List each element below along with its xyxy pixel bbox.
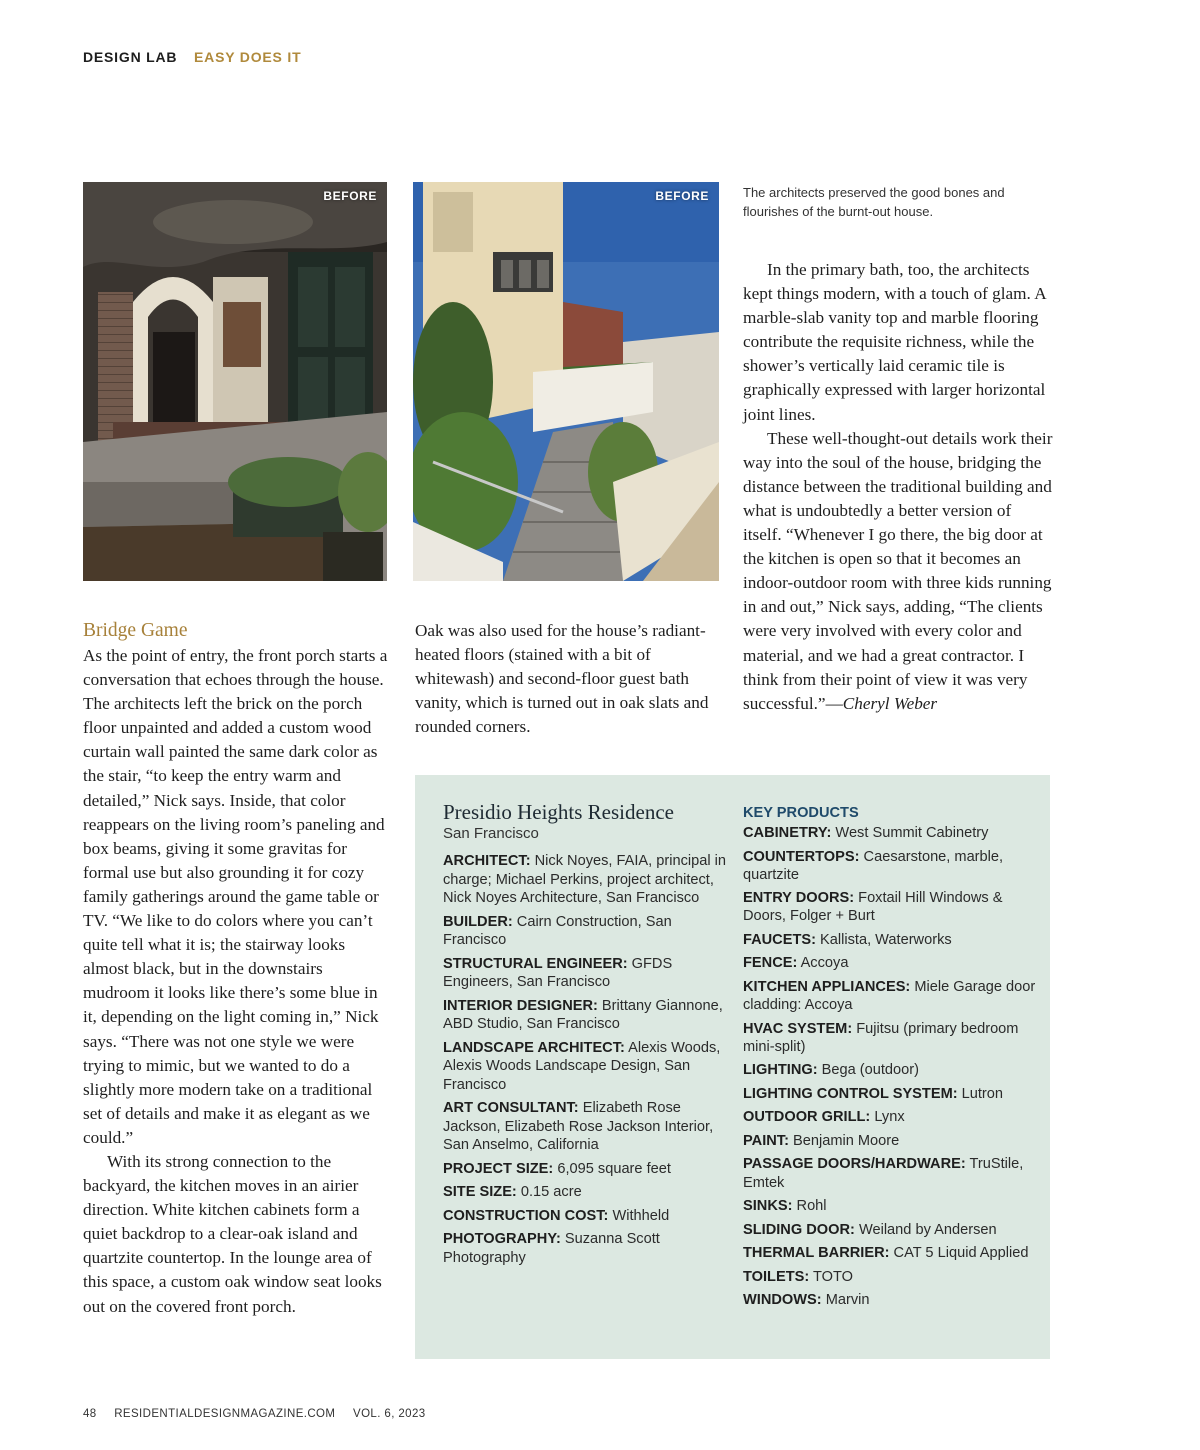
credit-entry [443, 1099, 728, 1155]
entry-label: ART CONSULTANT: [443, 1100, 579, 1116]
entry-label: ENTRY DOORS: [743, 890, 855, 907]
paragraph: In the primary bath, too, the architects kept things modern, with a touch of glam. A marble-slab vanity top and marble flooring contribute the requisite richness, while the shower’s vertically laid ceramic tile is graphically expressed with larger horizontal joint lines. [743, 260, 1046, 424]
entry-value: Alexis Woods, Alexis Woods Landscape Design, San Francisco [443, 1039, 721, 1093]
subsection-label: EASY DOES IT [194, 49, 302, 65]
page-footer [83, 1408, 440, 1420]
paragraph-text: These well-thought-out details work their way into the soul of the house, bridging the distance between the traditional building and what is undoubtedly a better version of itself. “Whenever I go there, the big door at the kitchen is open so that it becomes an indoor-outdoor room with three kids running in and out,” Nick says, adding, “The clients were very involved with every color and material, and we had a great contractor. I think from their point of view it was very successful.”— [743, 428, 1053, 713]
before-photo-porch [83, 182, 387, 581]
entry-value: Foxtail Hill Windows & Doors, Folger + Burt [743, 890, 1003, 925]
before-tag: BEFORE [323, 189, 377, 203]
section-header [83, 49, 301, 65]
entry-label: KITCHEN APPLIANCES: [743, 978, 911, 995]
entry-label: WINDOWS: [743, 1292, 822, 1309]
entry-value: 0.15 acre [516, 1184, 582, 1200]
product-entry [743, 1291, 1038, 1309]
magazine-site: RESIDENTIALDESIGNMAGAZINE.COM [114, 1408, 336, 1420]
entry-label: LIGHTING CONTROL SYSTEM: [743, 1085, 958, 1102]
product-entry [743, 1132, 1038, 1150]
entry-value: Withheld [608, 1207, 670, 1224]
entry-value: Miele Garage door cladding: Accoya [743, 978, 1036, 1014]
entry-value: Suzanna Scott Photography [443, 1231, 660, 1266]
entry-label: PAINT: [743, 1132, 789, 1149]
entry-value: Nick Noyes, FAIA, principal in charge; Michael Perkins, project architect, Nick Noyes Architecture, San Francisco [443, 853, 727, 906]
credit-entry [443, 1183, 728, 1202]
page-number: 48 [83, 1408, 97, 1420]
product-entry [743, 1244, 1038, 1262]
entry-label: ARCHITECT: [443, 853, 531, 869]
paragraph: With its strong connection to the backyard, the kitchen moves in an airier direction. White kitchen cabinets form a quiet backdrop to a clear-oak island and quartzite countertop. In the lounge area of this space, a custom oak window seat looks out on the covered front porch. [83, 1151, 382, 1316]
product-entry [743, 954, 1038, 972]
entry-value: West Summit Cabinetry [831, 825, 989, 841]
article-column-2 [415, 619, 715, 739]
entry-label: BUILDER: [443, 913, 513, 930]
entry-label: HVAC SYSTEM: [743, 1020, 853, 1037]
product-entry [743, 1155, 1038, 1191]
entry-value: Marvin [821, 1292, 870, 1309]
entry-value: Weiland by Andersen [854, 1221, 997, 1238]
credit-entry [443, 1230, 728, 1267]
paragraph [743, 427, 1053, 716]
before-tag: BEFORE [655, 189, 709, 203]
entry-label: FENCE: [743, 955, 798, 972]
project-credits [443, 800, 728, 1272]
entry-label: COUNTERTOPS: [743, 848, 860, 865]
byline: Cheryl Weber [842, 693, 938, 713]
entry-label: LANDSCAPE ARCHITECT: [443, 1039, 625, 1056]
paragraph: As the point of entry, the front porch starts a conversation that echoes through the house. The architects left the brick on the porch floor unpainted and added a custom wood curtain wall painted the same dark color as the stair, “to keep the entry warm and detailed,” Nick says. Inside, that color reappears on the living room’s paneling and box beams, giving it some gravitas for formal use but also grounding it for cozy family gatherings around the game table or TV. “We like to do colors where you can’t quite tell what it is; the stairway looks almost black, but in the downstairs mudroom it looks like there’s some blue in it, depending on the light coming in,” Nick says. “There was not one style we were trying to mimic, but we wanted to do a slightly more modern take on a traditional set of details and make it as elegant as we could.” [83, 646, 388, 1147]
entry-label: TOILETS: [743, 1268, 810, 1285]
product-entry [743, 1197, 1038, 1215]
photo-caption: The architects preserved the good bones and flourishes of the burnt-out house. [743, 185, 1005, 219]
credit-entry [443, 1207, 728, 1226]
entry-value: Elizabeth Rose Jackson, Elizabeth Rose Jackson Interior, San Anselmo, California [443, 1100, 714, 1153]
product-entry [743, 1221, 1038, 1239]
entry-label: STRUCTURAL ENGINEER: [443, 955, 628, 972]
entry-value: CAT 5 Liquid Applied [889, 1245, 1029, 1262]
entry-value: Brittany Giannone, ABD Studio, San Francisco [443, 997, 723, 1032]
project-title: Presidio Heights Residence [443, 800, 674, 824]
entry-label: CABINETRY: [743, 825, 832, 841]
entry-label: SINKS: [743, 1198, 793, 1215]
product-entry [743, 978, 1038, 1014]
key-products-heading: KEY PRODUCTS [743, 805, 859, 821]
entry-label: PROJECT SIZE: [443, 1160, 554, 1177]
entry-label: THERMAL BARRIER: [743, 1245, 890, 1262]
credits-list [443, 852, 728, 1267]
product-entry [743, 848, 1038, 884]
product-entry [743, 1268, 1038, 1286]
article-column-1 [83, 618, 393, 1319]
entry-label: PHOTOGRAPHY: [443, 1231, 561, 1247]
entry-value: Accoya [797, 955, 849, 972]
entry-value: Rohl [792, 1198, 827, 1215]
entry-value: TOTO [809, 1268, 854, 1285]
credit-entry [443, 913, 728, 950]
before-photo-exterior [413, 182, 719, 581]
credit-entry [443, 997, 728, 1034]
entry-label: FAUCETS: [743, 931, 816, 948]
entry-value: Lutron [957, 1085, 1004, 1102]
entry-label: INTERIOR DESIGNER: [443, 997, 598, 1014]
article-column-3 [743, 258, 1053, 716]
products-list [743, 824, 1038, 1309]
project-credits-box [415, 775, 1050, 1359]
product-entry [743, 1108, 1038, 1126]
section-heading: Bridge Game [83, 620, 188, 641]
product-entry [743, 824, 1038, 842]
section-label: DESIGN LAB [83, 49, 178, 65]
entry-value: Cairn Construction, San Francisco [443, 913, 672, 948]
credit-entry [443, 1039, 728, 1095]
entry-value: Bega (outdoor) [817, 1062, 920, 1079]
product-entry [743, 1020, 1038, 1056]
entry-label: LIGHTING: [743, 1062, 818, 1079]
entry-label: PASSAGE DOORS/HARDWARE: [743, 1156, 966, 1173]
entry-value: GFDS Engineers, San Francisco [443, 955, 673, 990]
entry-value: Benjamin Moore [788, 1132, 900, 1149]
entry-label: SLIDING DOOR: [743, 1221, 855, 1238]
entry-value: Kallista, Waterworks [815, 931, 952, 948]
key-products [743, 804, 1038, 1315]
entry-value: Lynx [870, 1109, 905, 1126]
entry-label: CONSTRUCTION COST: [443, 1207, 609, 1224]
entry-value: 6,095 square feet [553, 1160, 671, 1177]
entry-value: Caesarstone, marble, quartzite [743, 848, 1004, 883]
credit-entry [443, 852, 728, 908]
product-entry [743, 1061, 1038, 1079]
credit-entry [443, 955, 728, 992]
paragraph: Oak was also used for the house’s radiant-heated floors (stained with a bit of whitewash) and second-floor guest bath vanity, which is turned out in oak slats and rounded corners. [415, 621, 709, 737]
product-entry [743, 1085, 1038, 1103]
entry-label: OUTDOOR GRILL: [743, 1109, 871, 1126]
product-entry [743, 931, 1038, 949]
entry-label: SITE SIZE: [443, 1184, 517, 1200]
entry-value: TruStile, Emtek [743, 1156, 1024, 1191]
entry-value: Fujitsu (primary bedroom mini-split) [743, 1020, 1019, 1055]
credit-entry [443, 1160, 728, 1179]
project-location: San Francisco [443, 825, 539, 842]
issue-label: VOL. 6, 2023 [353, 1408, 426, 1420]
product-entry [743, 889, 1038, 925]
